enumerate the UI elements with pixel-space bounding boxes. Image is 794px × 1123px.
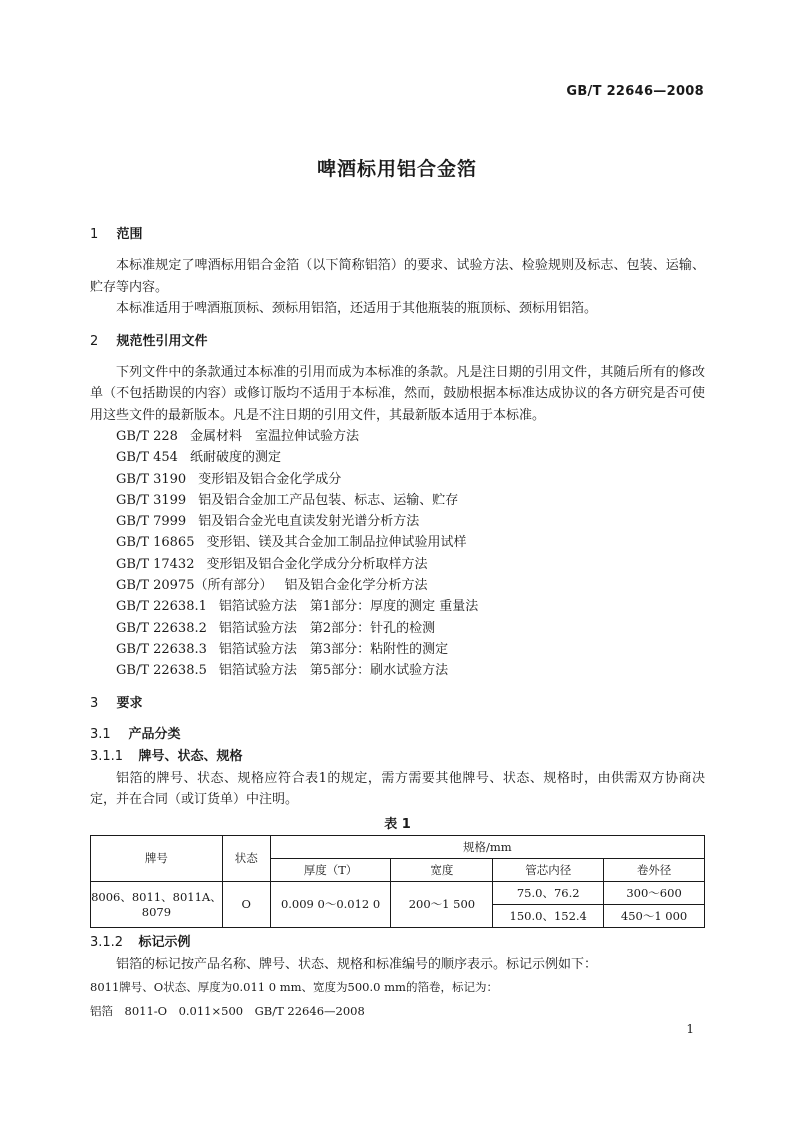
- table-header-core-id: 管芯内径: [493, 858, 604, 881]
- reference-list: [90, 426, 705, 682]
- section-title: 规范性引用文件: [116, 333, 208, 349]
- reference-title: 纸耐破度的测定: [189, 450, 281, 466]
- references-intro: 下列文件中的条款通过本标准的引用而成为本标准的条款。凡是注日期的引用文件，其随后所有的修改单（不包括勘误的内容）或修订版均不适用于本标准，然而，鼓励根据本标准达成协议的各方研究是否可使用这些文件的最新版本。凡是不注日期的引用文件，其最新版本适用于本标准。: [90, 364, 705, 423]
- section-title: 范围: [116, 227, 143, 242]
- reference-code: GB/T 22638.3: [116, 641, 207, 657]
- section-1-heading: [90, 224, 705, 246]
- section-3-heading: [90, 693, 705, 715]
- table-cell-coil-od: 300～600: [604, 881, 705, 904]
- reference-code: GB/T 3199: [116, 492, 187, 508]
- reference-code: GB/T 228: [116, 429, 178, 444]
- table-cell-temper: O: [222, 881, 270, 927]
- section-number: 3.1.2: [90, 934, 124, 950]
- section-number: 1: [90, 227, 99, 242]
- reference-code: GB/T 454: [116, 450, 178, 466]
- table-cell-thickness: 0.009 0～0.012 0: [270, 881, 391, 927]
- reference-item: [90, 554, 705, 575]
- marking-example: 8011牌号、O状态、厚度为0.011 0 mm、宽度为500.0 mm的箔卷，标记为：: [90, 980, 498, 995]
- table-cell-core-id: 150.0、152.4: [493, 904, 604, 927]
- reference-item: [90, 532, 705, 553]
- marking-paragraph: 铝箔的标记按产品名称、牌号、状态、规格和标准编号的顺序表示。标记示例如下：: [116, 956, 598, 972]
- reference-title: 铝箔试验方法 第2部分：针孔的检测: [218, 620, 436, 636]
- section-3-1-heading: [90, 724, 705, 746]
- table-header-spec: 规格/mm: [270, 835, 704, 858]
- table-row: [91, 881, 705, 904]
- reference-code: GB/T 16865: [116, 535, 195, 551]
- reference-code: GB/T 22638.1: [116, 599, 207, 615]
- section-2-heading: [90, 331, 705, 353]
- reference-title: 铝箔试验方法 第1部分：厚度的测定 重量法: [218, 599, 479, 615]
- reference-code: GB/T 20975（所有部分）: [116, 578, 273, 594]
- reference-title: 变形铝、镁及其合金加工制品拉伸试验用试样: [206, 535, 467, 551]
- table-header-thickness: 厚度（T）: [270, 858, 391, 881]
- scope-paragraph-2: 本标准适用于啤酒瓶顶标、颈标用铝箔，还适用于其他瓶装的瓶顶标、颈标用铝箔。: [116, 301, 598, 316]
- section-title: 产品分类: [128, 726, 181, 742]
- section-3-1-1-heading: [90, 746, 705, 768]
- reference-item: [90, 596, 705, 617]
- reference-item: [90, 447, 705, 468]
- reference-item: [90, 660, 705, 681]
- reference-item: [90, 426, 705, 447]
- reference-title: 变形铝及铝合金化学成分分析取样方法: [206, 556, 428, 572]
- table-caption: 表 1: [384, 816, 411, 832]
- section-number: 3.1.1: [90, 748, 124, 764]
- reference-title: 铝及铝合金化学分析方法: [284, 578, 428, 594]
- section-number: 2: [90, 333, 99, 349]
- classification-paragraph: 铝箔的牌号、状态、规格应符合表1的规定，需方需要其他牌号、状态、规格时，由供需双方协商决定，并在合同（或订货单）中注明。: [90, 770, 705, 808]
- table-cell-width: 200～1 500: [391, 881, 493, 927]
- section-title: 要求: [116, 695, 143, 711]
- reference-title: 金属材料 室温拉伸试验方法: [189, 429, 359, 444]
- table-header-grade: 牌号: [91, 835, 223, 881]
- section-3-1-2-heading: [90, 932, 705, 954]
- table-header-row: [91, 835, 705, 858]
- reference-item: [90, 469, 705, 490]
- table-header-coil-od: 卷外径: [604, 858, 705, 881]
- reference-title: 铝箔试验方法 第3部分：粘附性的测定: [218, 641, 449, 657]
- marking-designation: 铝箔 8011-O 0.011×500 GB/T 22646—2008: [90, 1004, 365, 1019]
- reference-code: GB/T 22638.2: [116, 620, 207, 636]
- standard-code: GB/T 22646—2008: [566, 84, 704, 99]
- table-cell-coil-od: 450～1 000: [604, 904, 705, 927]
- reference-title: 变形铝及铝合金化学成分: [198, 471, 342, 487]
- reference-code: GB/T 7999: [116, 514, 187, 530]
- reference-title: 铝及铝合金光电直读发射光谱分析方法: [198, 514, 420, 530]
- reference-item: [90, 575, 705, 596]
- section-title: 标记示例: [138, 934, 191, 950]
- reference-item: [90, 618, 705, 639]
- page-number: 1: [686, 1022, 694, 1036]
- section-number: 3: [90, 695, 99, 711]
- reference-code: GB/T 22638.5: [116, 663, 207, 679]
- reference-item: [90, 639, 705, 660]
- document-body: [90, 224, 705, 1021]
- table-header-temper: 状态: [222, 835, 270, 881]
- reference-code: GB/T 17432: [116, 556, 195, 572]
- scope-paragraph-1: 本标准规定了啤酒标用铝合金箔（以下简称铝箔）的要求、试验方法、检验规则及标志、包装、运输、贮存等内容。: [90, 258, 705, 295]
- document-title: 啤酒标用铝合金箔: [316, 158, 477, 180]
- table-cell-grade: 8006、8011、8011A、8079: [91, 881, 223, 927]
- section-number: 3.1: [90, 726, 111, 742]
- reference-title: 铝箔试验方法 第5部分：刷水试验方法: [218, 663, 449, 679]
- reference-item: [90, 511, 705, 532]
- reference-title: 铝及铝合金加工产品包装、标志、运输、贮存: [198, 492, 459, 508]
- section-title: 牌号、状态、规格: [138, 748, 243, 764]
- reference-item: [90, 490, 705, 511]
- table-cell-core-id: 75.0、76.2: [493, 881, 604, 904]
- specification-table: [90, 835, 705, 928]
- table-header-width: 宽度: [391, 858, 493, 881]
- reference-code: GB/T 3190: [116, 471, 187, 487]
